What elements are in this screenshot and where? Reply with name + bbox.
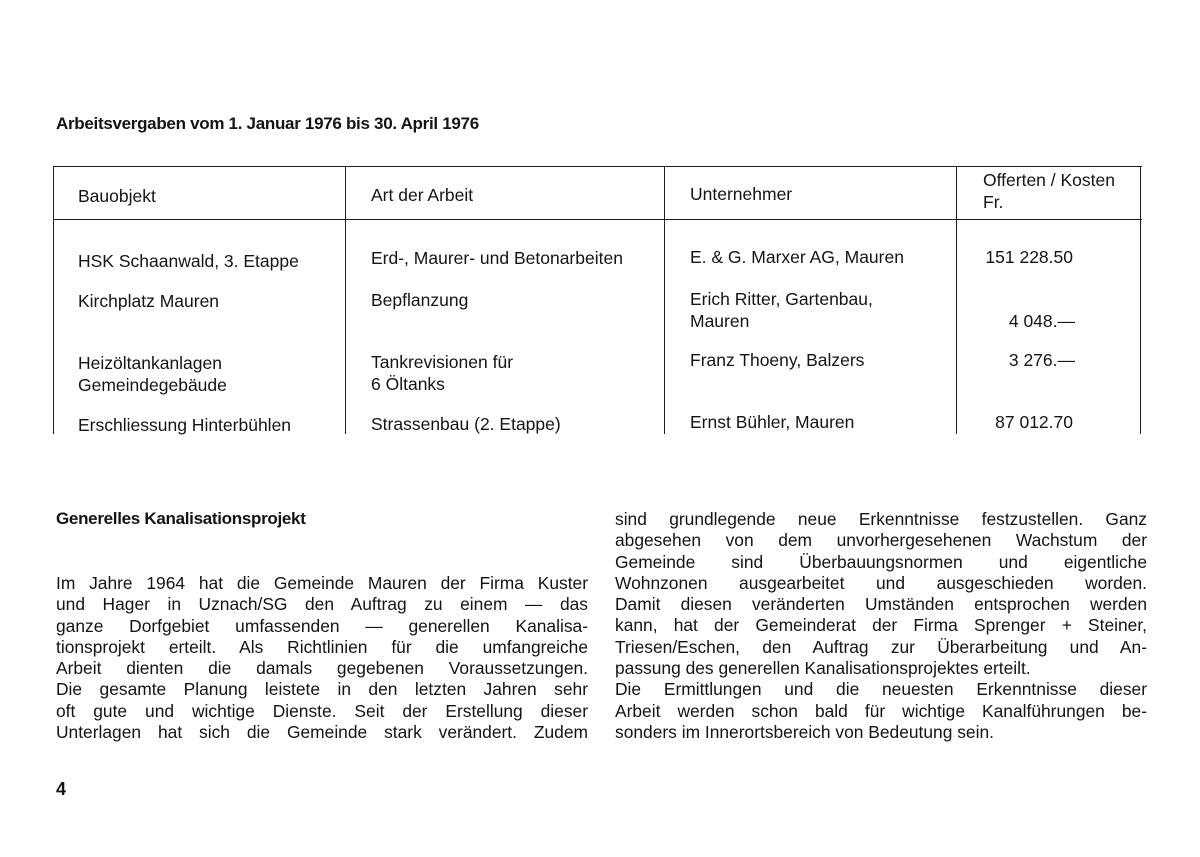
row-2-work: Bepflanzung — [371, 290, 469, 310]
text-line: sonders im Innerortsbereich von Bedeutung sein. — [615, 721, 994, 742]
column-divider-3 — [956, 166, 957, 434]
text-line: Arbeit werden schon bald für wichtige Kanalführungen be- — [615, 700, 1147, 721]
body-text-right-column — [615, 509, 1147, 743]
text-line: oft gute und wichtige Dienste. Seit der Erstellung dieser — [56, 700, 588, 721]
text-line: abgesehen von dem unvorhergesehenen Wachstum der — [615, 530, 1147, 551]
row-3-object-line-2: Gemeindegebäude — [78, 375, 227, 395]
text-line: Triesen/Eschen, den Auftrag zur Überarbeitung und An- — [615, 636, 1147, 657]
text-line: Unterlagen hat sich die Gemeinde stark verändert. Zudem — [56, 722, 588, 743]
row-1-object: HSK Schaanwald, 3. Etappe — [78, 251, 299, 271]
row-2-contractor-line-2: Mauren — [690, 311, 750, 331]
row-3-cost: 3 276.— — [1008, 350, 1075, 370]
row-1-contractor: E. & G. Marxer AG, Mauren — [690, 247, 904, 267]
table-title: Arbeitsvergaben vom 1. Januar 1976 bis 30. April 1976 — [56, 114, 479, 133]
column-divider-1 — [345, 166, 346, 434]
text-line: Gemeinde sind Überbauungsnormen und eigentliche — [615, 551, 1147, 572]
table-right-border — [1140, 166, 1141, 434]
text-line: und Hager in Uznach/SG den Auftrag zu einem — das — [56, 594, 588, 615]
row-3-work-line-2: 6 Öltanks — [371, 374, 445, 394]
page-number: 4 — [56, 779, 67, 799]
row-2-object: Kirchplatz Mauren — [78, 291, 220, 311]
text-line: sind grundlegende neue Erkenntnisse festzustellen. Ganz — [615, 509, 1147, 529]
row-1-cost: 151 228.50 — [985, 247, 1073, 267]
header-currency: Fr. — [983, 192, 1004, 212]
row-4-cost: 87 012.70 — [995, 412, 1073, 432]
table-header-rule — [53, 219, 1142, 220]
contracts-table — [53, 166, 1142, 434]
header-art-der-arbeit: Art der Arbeit — [371, 185, 474, 205]
row-2-contractor-line-1: Erich Ritter, Gartenbau, — [690, 289, 873, 309]
column-divider-2 — [664, 166, 665, 434]
body-text-left-column — [56, 573, 588, 743]
text-line: Die gesamte Planung leistete in den letzten Jahren sehr — [56, 679, 588, 700]
table-top-rule — [53, 166, 1142, 167]
header-bauobjekt: Bauobjekt — [78, 186, 156, 206]
text-line: tionsprojekt erteilt. Als Richtlinien für die umfangreiche — [56, 636, 588, 657]
row-3-work-line-1: Tankrevisionen für — [371, 352, 514, 372]
header-unternehmer: Unternehmer — [690, 184, 793, 204]
text-line: Die Ermittlungen und die neuesten Erkenntnisse dieser — [615, 679, 1147, 700]
row-4-object: Erschliessung Hinterbühlen — [78, 415, 292, 435]
row-1-work: Erd-, Maurer- und Betonarbeiten — [371, 248, 623, 268]
section-heading: Generelles Kanalisationsprojekt — [56, 509, 306, 528]
text-line: ganze Dorfgebiet umfassenden — generellen Kanalisa- — [56, 615, 588, 636]
text-line: Im Jahre 1964 hat die Gemeinde Mauren der Firma Kuster — [56, 573, 588, 593]
text-line: Wohnzonen ausgearbeitet und ausgeschieden worden. — [615, 572, 1147, 593]
text-line: Arbeit dienten die damals gegebenen Voraussetzungen. — [56, 658, 588, 679]
text-line: passung des generellen Kanalisationsprojektes erteilt. — [615, 658, 1031, 679]
header-offerten-kosten: Offerten / Kosten — [983, 170, 1115, 190]
row-3-contractor: Franz Thoeny, Balzers — [690, 350, 865, 370]
table-left-border — [53, 166, 54, 434]
row-4-contractor: Ernst Bühler, Mauren — [690, 412, 855, 432]
text-line: kann, hat der Gemeinderat der Firma Sprenger + Steiner, — [615, 615, 1147, 636]
text-line: Damit diesen veränderten Umständen entsprochen werden — [615, 594, 1147, 615]
row-4-work: Strassenbau (2. Etappe) — [371, 414, 561, 434]
row-2-cost: 4 048.— — [1008, 311, 1075, 331]
row-3-object-line-1: Heizöltankanlagen — [78, 353, 222, 373]
